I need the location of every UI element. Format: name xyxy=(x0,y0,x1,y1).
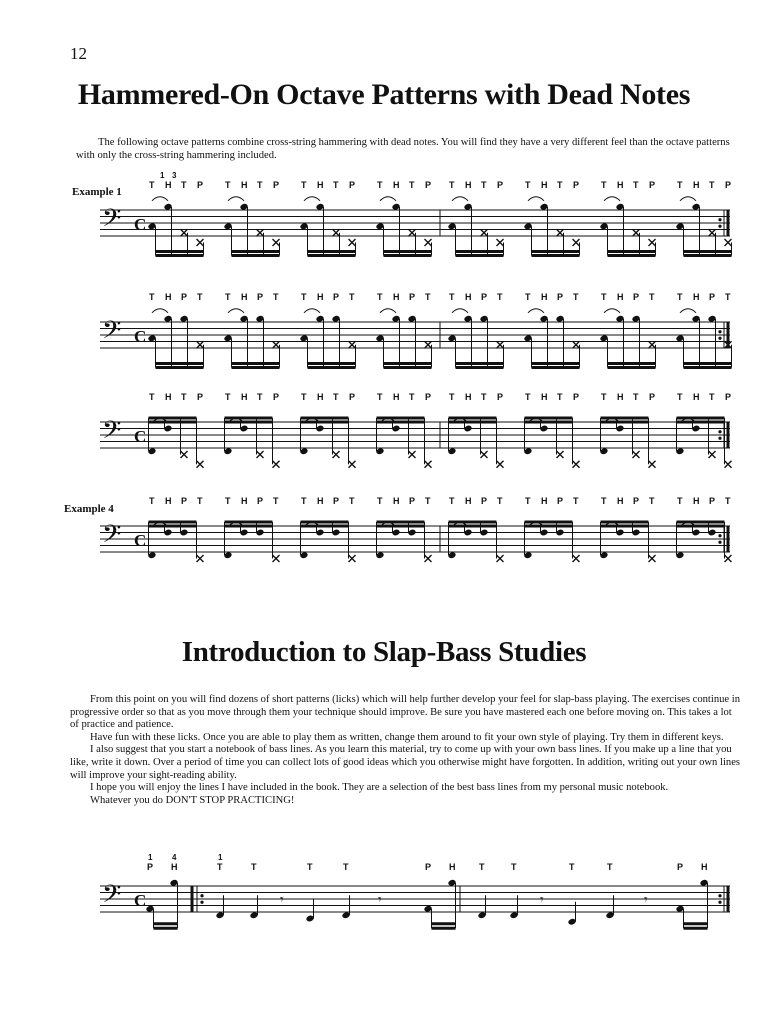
technique-label: P xyxy=(709,292,716,302)
technique-label: T xyxy=(273,292,279,302)
paragraph: From this point on you will find dozens of short patterns (licks) which will help further develop your feel for slap-bass playing. The exercises continue in progressive order so that as you move through them your technique should improve. Be sure you have mastered each one before moving on. This takes a lot of practice and patience. xyxy=(70,694,740,731)
slur xyxy=(604,309,620,313)
dead-note xyxy=(425,555,432,562)
technique-label: T xyxy=(709,180,715,190)
technique-label: P xyxy=(425,180,432,190)
slap-bass-intro-text xyxy=(70,694,740,807)
technique-label: H xyxy=(617,180,624,190)
bass-clef-icon: 𝄢 xyxy=(102,879,122,915)
eighth-rest-icon: 𝄾 xyxy=(540,892,544,909)
technique-label: T xyxy=(709,392,715,402)
technique-label: H xyxy=(241,292,248,302)
technique-label: P xyxy=(633,496,640,506)
technique-label: H xyxy=(317,292,324,302)
technique-label: T xyxy=(217,862,223,872)
technique-label: H xyxy=(617,292,624,302)
technique-label: T xyxy=(257,180,263,190)
technique-label: T xyxy=(197,496,203,506)
technique-label: P xyxy=(573,180,580,190)
technique-label: T xyxy=(343,862,349,872)
slur xyxy=(380,197,396,201)
technique-label: P xyxy=(425,862,432,872)
fingering-number: 1 xyxy=(160,171,165,180)
slur xyxy=(680,197,696,201)
bass-clef-icon: 𝄢 xyxy=(102,415,122,451)
dead-note xyxy=(197,239,204,246)
technique-label: P xyxy=(557,496,564,506)
technique-label: P xyxy=(409,496,416,506)
technique-label: H xyxy=(241,496,248,506)
time-signature: C xyxy=(134,427,147,447)
technique-label: T xyxy=(197,292,203,302)
repeat-dot xyxy=(200,894,203,897)
technique-label: T xyxy=(377,180,383,190)
dead-note xyxy=(633,229,640,236)
time-signature: C xyxy=(134,327,147,347)
technique-label: P xyxy=(181,292,188,302)
technique-label: T xyxy=(569,862,575,872)
dead-note xyxy=(425,461,432,468)
dead-note xyxy=(725,461,732,468)
slur xyxy=(304,197,320,201)
technique-label: H xyxy=(317,180,324,190)
technique-label: T xyxy=(409,392,415,402)
technique-label: H xyxy=(165,392,172,402)
technique-label: P xyxy=(333,292,340,302)
dead-note xyxy=(349,555,356,562)
technique-label: T xyxy=(377,292,383,302)
technique-label: H xyxy=(541,392,548,402)
dead-note xyxy=(481,451,488,458)
staff-example-2 xyxy=(0,292,768,382)
dead-note xyxy=(409,451,416,458)
dead-note xyxy=(709,451,716,458)
technique-label: T xyxy=(633,180,639,190)
technique-label: T xyxy=(601,180,607,190)
dead-note xyxy=(257,229,264,236)
technique-label: P xyxy=(425,392,432,402)
time-signature: C xyxy=(134,891,147,911)
dead-note xyxy=(349,341,356,348)
page-number: 12 xyxy=(70,44,87,63)
slur xyxy=(452,197,468,201)
paragraph: I also suggest that you start a notebook of bass lines. As you learn this material, try to come up with your own bass lines. If you make up a line that you like, write it down. Over a period of time you can collect lots of good ideas which you otherwise might have forgotten. In addition, writing out your own lines will improve your sight-reading ability. xyxy=(70,744,741,781)
dead-note xyxy=(257,451,264,458)
technique-label: T xyxy=(273,496,279,506)
dead-note xyxy=(349,461,356,468)
technique-label: P xyxy=(147,862,154,872)
technique-label: T xyxy=(377,496,383,506)
dead-note xyxy=(197,341,204,348)
dead-note xyxy=(557,229,564,236)
technique-label: T xyxy=(573,292,579,302)
technique-label: P xyxy=(349,180,356,190)
technique-label: H xyxy=(541,180,548,190)
repeat-dot xyxy=(718,901,721,904)
repeat-dot xyxy=(718,225,721,228)
slur xyxy=(528,309,544,313)
technique-label: H xyxy=(465,180,472,190)
technique-label: H xyxy=(317,496,324,506)
technique-label: T xyxy=(181,392,187,402)
technique-label: P xyxy=(181,496,188,506)
repeat-dot xyxy=(718,894,721,897)
technique-label: H xyxy=(465,496,472,506)
technique-label: H xyxy=(541,496,548,506)
repeat-dot xyxy=(718,337,721,340)
technique-label: P xyxy=(677,862,684,872)
technique-label: T xyxy=(601,292,607,302)
slur xyxy=(228,197,244,201)
technique-label: T xyxy=(601,392,607,402)
technique-label: T xyxy=(601,496,607,506)
technique-label: P xyxy=(197,180,204,190)
technique-label: H xyxy=(449,862,456,872)
technique-label: T xyxy=(409,180,415,190)
dead-note xyxy=(409,229,416,236)
technique-label: H xyxy=(393,392,400,402)
technique-label: P xyxy=(349,392,356,402)
technique-label: T xyxy=(573,496,579,506)
dead-note xyxy=(497,341,504,348)
slur xyxy=(152,309,168,313)
technique-label: P xyxy=(649,392,656,402)
technique-label: T xyxy=(301,392,307,402)
dead-note xyxy=(273,239,280,246)
technique-label: H xyxy=(165,496,172,506)
technique-label: T xyxy=(557,180,563,190)
dead-note xyxy=(349,239,356,246)
dead-note xyxy=(573,341,580,348)
technique-label: P xyxy=(497,180,504,190)
repeat-dot xyxy=(718,430,721,433)
technique-label: P xyxy=(273,180,280,190)
page-title: Hammered-On Octave Patterns with Dead Notes xyxy=(77,78,691,111)
technique-label: T xyxy=(725,496,731,506)
slur xyxy=(452,309,468,313)
staff-lick-1 xyxy=(0,853,768,946)
eighth-rest-icon: 𝄾 xyxy=(378,892,382,909)
dead-note xyxy=(709,229,716,236)
section-title-slap-bass: Introduction to Slap-Bass Studies xyxy=(181,636,587,668)
time-signature: C xyxy=(134,215,147,235)
slur xyxy=(304,309,320,313)
dead-note xyxy=(197,555,204,562)
slur xyxy=(152,197,168,201)
paragraph: Whatever you do DON'T STOP PRACTICING! xyxy=(90,794,295,806)
time-signature: C xyxy=(134,531,147,551)
dead-note xyxy=(181,229,188,236)
slur xyxy=(380,309,396,313)
dead-note xyxy=(725,239,732,246)
technique-label: H xyxy=(693,292,700,302)
technique-label: P xyxy=(633,292,640,302)
technique-label: P xyxy=(725,392,732,402)
technique-label: T xyxy=(481,392,487,402)
technique-label: T xyxy=(301,180,307,190)
technique-label: T xyxy=(425,496,431,506)
technique-label: T xyxy=(525,292,531,302)
fingering-number: 1 xyxy=(218,853,223,862)
slur xyxy=(528,197,544,201)
technique-label: T xyxy=(449,292,455,302)
technique-label: P xyxy=(257,496,264,506)
technique-label: H xyxy=(693,392,700,402)
dead-note xyxy=(573,239,580,246)
technique-label: H xyxy=(241,180,248,190)
technique-label: T xyxy=(349,292,355,302)
technique-label: H xyxy=(393,496,400,506)
technique-label: P xyxy=(725,180,732,190)
technique-label: T xyxy=(333,392,339,402)
technique-label: T xyxy=(511,862,517,872)
technique-label: H xyxy=(171,862,178,872)
dead-note xyxy=(573,555,580,562)
technique-label: T xyxy=(557,392,563,402)
example-1-label: Example 1 xyxy=(72,186,122,198)
technique-label: T xyxy=(677,292,683,302)
technique-label: H xyxy=(165,292,172,302)
intro-paragraph: The following octave patterns combine cross-string hammering with dead notes. You will find they have a very different feel than the octave patterns with only the cross-string hammering included. xyxy=(76,137,730,161)
dead-note xyxy=(649,555,656,562)
technique-label: P xyxy=(573,392,580,402)
technique-label: T xyxy=(349,496,355,506)
technique-label: H xyxy=(393,292,400,302)
technique-label: T xyxy=(301,496,307,506)
technique-label: T xyxy=(449,496,455,506)
technique-label: H xyxy=(693,496,700,506)
technique-label: H xyxy=(317,392,324,402)
repeat-dot xyxy=(200,901,203,904)
technique-label: H xyxy=(617,392,624,402)
technique-label: T xyxy=(525,496,531,506)
technique-label: T xyxy=(257,392,263,402)
technique-label: P xyxy=(197,392,204,402)
technique-label: T xyxy=(149,496,155,506)
bass-clef-icon: 𝄢 xyxy=(102,315,122,351)
dead-note xyxy=(333,451,340,458)
dead-note xyxy=(497,461,504,468)
dead-note xyxy=(557,451,564,458)
technique-label: T xyxy=(225,392,231,402)
dead-note xyxy=(425,239,432,246)
technique-label: T xyxy=(525,392,531,402)
technique-label: T xyxy=(481,180,487,190)
eighth-rest-icon: 𝄾 xyxy=(280,892,284,909)
technique-label: P xyxy=(557,292,564,302)
staff-example-1 xyxy=(0,171,768,270)
technique-label: T xyxy=(149,180,155,190)
technique-label: T xyxy=(225,496,231,506)
dead-note xyxy=(725,555,732,562)
technique-label: P xyxy=(273,392,280,402)
technique-label: T xyxy=(607,862,613,872)
technique-label: T xyxy=(649,496,655,506)
slur xyxy=(228,309,244,313)
technique-label: P xyxy=(481,496,488,506)
repeat-dot xyxy=(718,330,721,333)
staff-example-4 xyxy=(0,496,768,586)
dead-note xyxy=(273,555,280,562)
dead-note xyxy=(273,461,280,468)
technique-label: T xyxy=(649,292,655,302)
eighth-rest-icon: 𝄾 xyxy=(644,892,648,909)
technique-label: P xyxy=(481,292,488,302)
example-4-label: Example 4 xyxy=(64,503,114,515)
technique-label: T xyxy=(479,862,485,872)
technique-label: T xyxy=(225,180,231,190)
technique-label: T xyxy=(449,392,455,402)
repeat-dot xyxy=(718,437,721,440)
technique-label: P xyxy=(709,496,716,506)
dead-note xyxy=(273,341,280,348)
technique-label: T xyxy=(425,292,431,302)
technique-label: P xyxy=(409,292,416,302)
fingering-number: 3 xyxy=(172,171,177,180)
technique-label: H xyxy=(465,292,472,302)
dead-note xyxy=(649,341,656,348)
technique-label: T xyxy=(725,292,731,302)
technique-label: H xyxy=(541,292,548,302)
paragraph: Have fun with these licks. Once you are able to play them as written, change them around to fit your own style of playing. Try them in different keys. xyxy=(90,731,724,743)
technique-label: H xyxy=(701,862,708,872)
technique-label: T xyxy=(225,292,231,302)
technique-label: H xyxy=(617,496,624,506)
bass-clef-icon: 𝄢 xyxy=(102,203,122,239)
technique-label: T xyxy=(677,180,683,190)
technique-label: H xyxy=(165,180,172,190)
repeat-dot xyxy=(718,541,721,544)
fingering-number: 4 xyxy=(172,853,177,862)
dead-note xyxy=(425,341,432,348)
technique-label: P xyxy=(333,496,340,506)
dead-note xyxy=(181,451,188,458)
technique-label: P xyxy=(257,292,264,302)
fingering-number: 1 xyxy=(148,853,153,862)
paragraph: I hope you will enjoy the lines I have included in the book. They are a selection of the best bass lines from my personal music notebook. xyxy=(90,782,669,794)
technique-label: T xyxy=(149,392,155,402)
technique-label: P xyxy=(497,392,504,402)
technique-label: T xyxy=(307,862,313,872)
repeat-dot xyxy=(718,218,721,221)
technique-label: T xyxy=(497,292,503,302)
slur xyxy=(680,309,696,313)
repeat-dot xyxy=(718,534,721,537)
dead-note xyxy=(497,239,504,246)
dead-note xyxy=(649,461,656,468)
technique-label: H xyxy=(393,180,400,190)
technique-label: T xyxy=(377,392,383,402)
dead-note xyxy=(497,555,504,562)
staff-example-3 xyxy=(0,392,768,482)
technique-label: T xyxy=(333,180,339,190)
dead-note xyxy=(481,229,488,236)
technique-label: T xyxy=(251,862,257,872)
dead-note xyxy=(573,461,580,468)
technique-label: H xyxy=(465,392,472,402)
technique-label: T xyxy=(181,180,187,190)
technique-label: T xyxy=(677,496,683,506)
dead-note xyxy=(333,229,340,236)
technique-label: H xyxy=(693,180,700,190)
dead-note xyxy=(649,239,656,246)
technique-label: T xyxy=(633,392,639,402)
technique-label: T xyxy=(677,392,683,402)
technique-label: T xyxy=(149,292,155,302)
technique-label: P xyxy=(649,180,656,190)
technique-label: T xyxy=(301,292,307,302)
slur xyxy=(604,197,620,201)
dead-note xyxy=(633,451,640,458)
dead-note xyxy=(197,461,204,468)
bass-clef-icon: 𝄢 xyxy=(102,519,122,555)
technique-label: T xyxy=(449,180,455,190)
technique-label: T xyxy=(525,180,531,190)
technique-label: T xyxy=(497,496,503,506)
technique-label: H xyxy=(241,392,248,402)
